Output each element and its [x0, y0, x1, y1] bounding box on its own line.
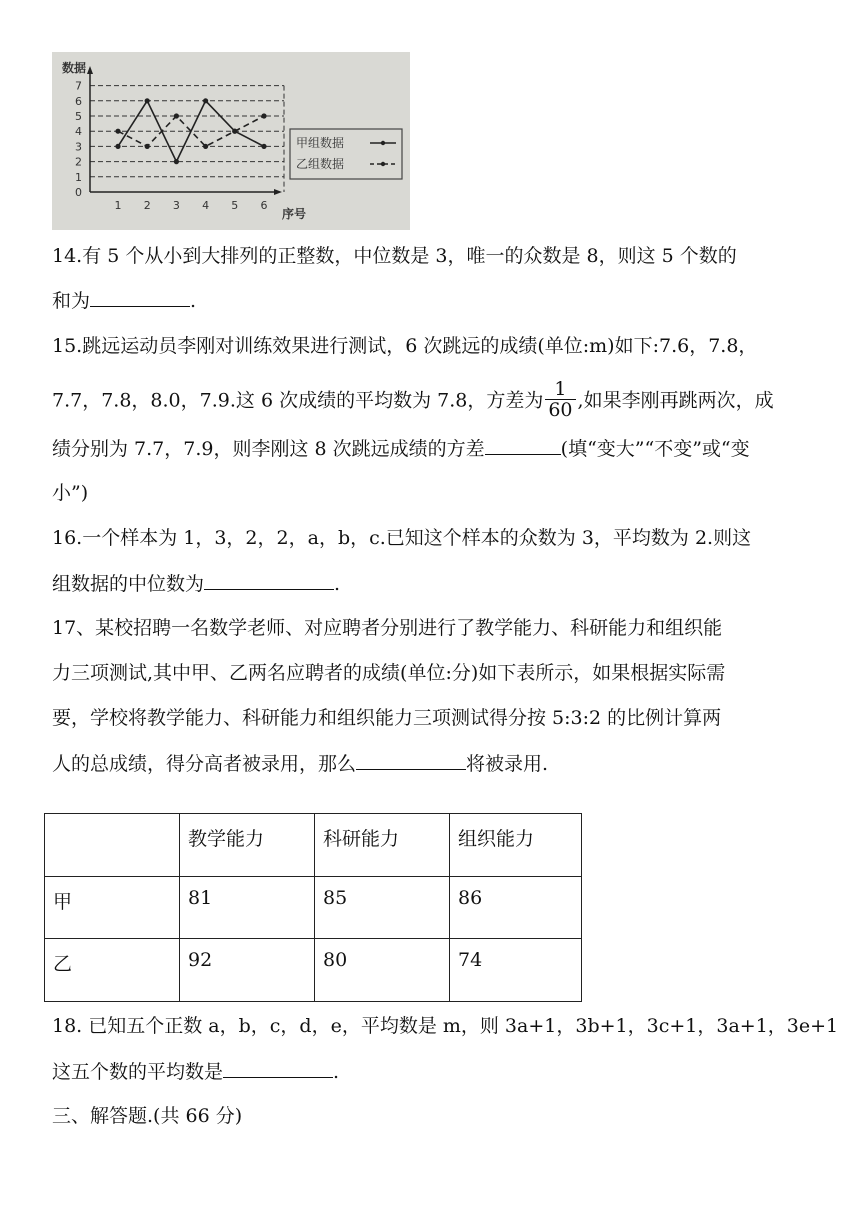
table-cell: 92: [180, 939, 315, 1002]
variance-fraction: [545, 379, 575, 420]
y-tick-label: 5: [75, 110, 82, 123]
x-tick-label: 1: [114, 199, 122, 212]
q15-line-2: [52, 378, 774, 422]
q15-line-3: [52, 436, 750, 461]
x-axis-arrow: [274, 189, 282, 195]
x-tick-label: 5: [231, 199, 239, 212]
q14-line-2: [52, 288, 196, 313]
line-chart: [52, 52, 410, 230]
table-header-cell: [45, 814, 180, 877]
q15-answer-blank[interactable]: [485, 436, 561, 455]
table-cell: 80: [315, 939, 450, 1002]
data-point: [261, 113, 266, 118]
fraction-numerator: 1: [545, 379, 575, 400]
q17-text-a: 人的总成绩，得分高者被录用，那么: [52, 753, 357, 775]
q14-line-1: 14.有 5 个从小到大排列的正整数，中位数是 3，唯一的众数是 8，则这 5 个数的: [52, 245, 737, 267]
legend-key-marker: [381, 141, 385, 145]
data-point: [174, 113, 179, 118]
y-tick-label: 4: [75, 125, 82, 139]
x-axis-label: 序号: [282, 207, 307, 221]
y-tick-label: 2: [75, 155, 82, 169]
q16-line-1: 16.一个样本为 1，3，2，2，a，b，c.已知这个样本的众数为 3，平均数为 2.则这: [52, 527, 752, 549]
table-cell: 85: [315, 876, 450, 939]
legend-entry-series-1: 甲组数据: [296, 136, 345, 150]
q15-text-d: (填“变大”“不变”或“变: [560, 438, 750, 460]
q16-text: 组数据的中位数为: [52, 573, 205, 595]
chart-legend: [290, 129, 402, 179]
q15-line-4: 小”): [52, 482, 89, 504]
y-tick-label: 3: [75, 140, 82, 154]
q15-text-b: ,如果李刚再跳两次，成: [577, 389, 774, 412]
y-tick-label: 7: [75, 79, 82, 93]
table-header-cell: 教学能力: [180, 814, 315, 877]
y-tick-label: 1: [75, 170, 82, 184]
table-header-row: [45, 814, 582, 877]
data-point: [115, 144, 120, 149]
table-cell: 甲: [45, 876, 180, 939]
q18-line-1: 18. 已知五个正数 a，b，c，d，e，平均数是 m，则 3a+1，3b+1，3c+1，3a+1，3e+1: [52, 1015, 839, 1037]
table-cell: 86: [450, 876, 582, 939]
q14-text: 和为: [52, 290, 91, 312]
y-tick-label: 6: [75, 94, 82, 108]
section-3-heading: 三、解答题.(共 66 分): [52, 1105, 243, 1127]
data-point: [232, 129, 237, 134]
fraction-denominator: 60: [548, 399, 573, 421]
q16-answer-blank[interactable]: [204, 571, 334, 590]
q16-line-2: [52, 571, 340, 596]
q16-end: .: [334, 573, 341, 595]
table-row: [45, 939, 582, 1002]
y-axis-arrow: [87, 66, 93, 74]
x-tick-label: 3: [172, 199, 180, 212]
q17-text-b: 将被录用.: [466, 753, 549, 775]
line-chart-figure: [52, 52, 410, 230]
y-tick-label: 0: [75, 186, 82, 199]
x-tick-label: 4: [202, 199, 210, 212]
data-point: [203, 144, 208, 149]
x-tick-labels: [115, 199, 268, 212]
q15-line-1: 15.跳远运动员李刚对训练效果进行测试，6 次跳远的成绩(单位:m)如下:7.6，7.8，: [52, 335, 758, 357]
score-table: [44, 813, 582, 1002]
legend-entry-series-2: 乙组数据: [296, 157, 345, 171]
data-point: [115, 129, 120, 134]
x-tick-label: 6: [260, 199, 268, 212]
table-cell: 81: [180, 876, 315, 939]
q17-line-4: [52, 751, 548, 776]
q18-answer-blank[interactable]: [223, 1059, 333, 1078]
table-header-cell: 组织能力: [450, 814, 582, 877]
q17-line-1: 17、某校招聘一名数学老师、对应聘者分别进行了教学能力、科研能力和组织能: [52, 617, 723, 639]
y-tick-labels: [75, 80, 82, 199]
q17-line-3: 要，学校将教学能力、科研能力和组织能力三项测试得分按 5:3:2 的比例计算两: [52, 707, 722, 729]
table-header-cell: 科研能力: [315, 814, 450, 877]
data-point: [261, 144, 266, 149]
data-point: [145, 98, 150, 103]
q17-answer-blank[interactable]: [356, 751, 466, 770]
y-axis-label: 数据: [62, 61, 87, 75]
q15-text-c: 绩分别为 7.7，7.9，则李刚这 8 次跳远成绩的方差: [52, 438, 485, 460]
q14-end: .: [190, 290, 197, 312]
data-point: [174, 159, 179, 164]
q17-line-2: 力三项测试,其中甲、乙两名应聘者的成绩(单位:分)如下表所示，如果根据实际需: [52, 662, 726, 684]
legend-key-marker: [381, 162, 385, 166]
data-point: [203, 98, 208, 103]
q18-text: 这五个数的平均数是: [52, 1061, 224, 1083]
q18-end: .: [333, 1061, 340, 1083]
q18-line-2: [52, 1059, 339, 1084]
table-row: [45, 876, 582, 939]
x-tick-label: 2: [143, 199, 151, 212]
table-cell: 乙: [45, 939, 180, 1002]
q14-answer-blank[interactable]: [90, 288, 190, 307]
q15-text-a: 7.7，7.8，8.0，7.9.这 6 次成绩的平均数为 7.8，方差为: [52, 389, 544, 412]
table-cell: 74: [450, 939, 582, 1002]
data-point: [145, 144, 150, 149]
